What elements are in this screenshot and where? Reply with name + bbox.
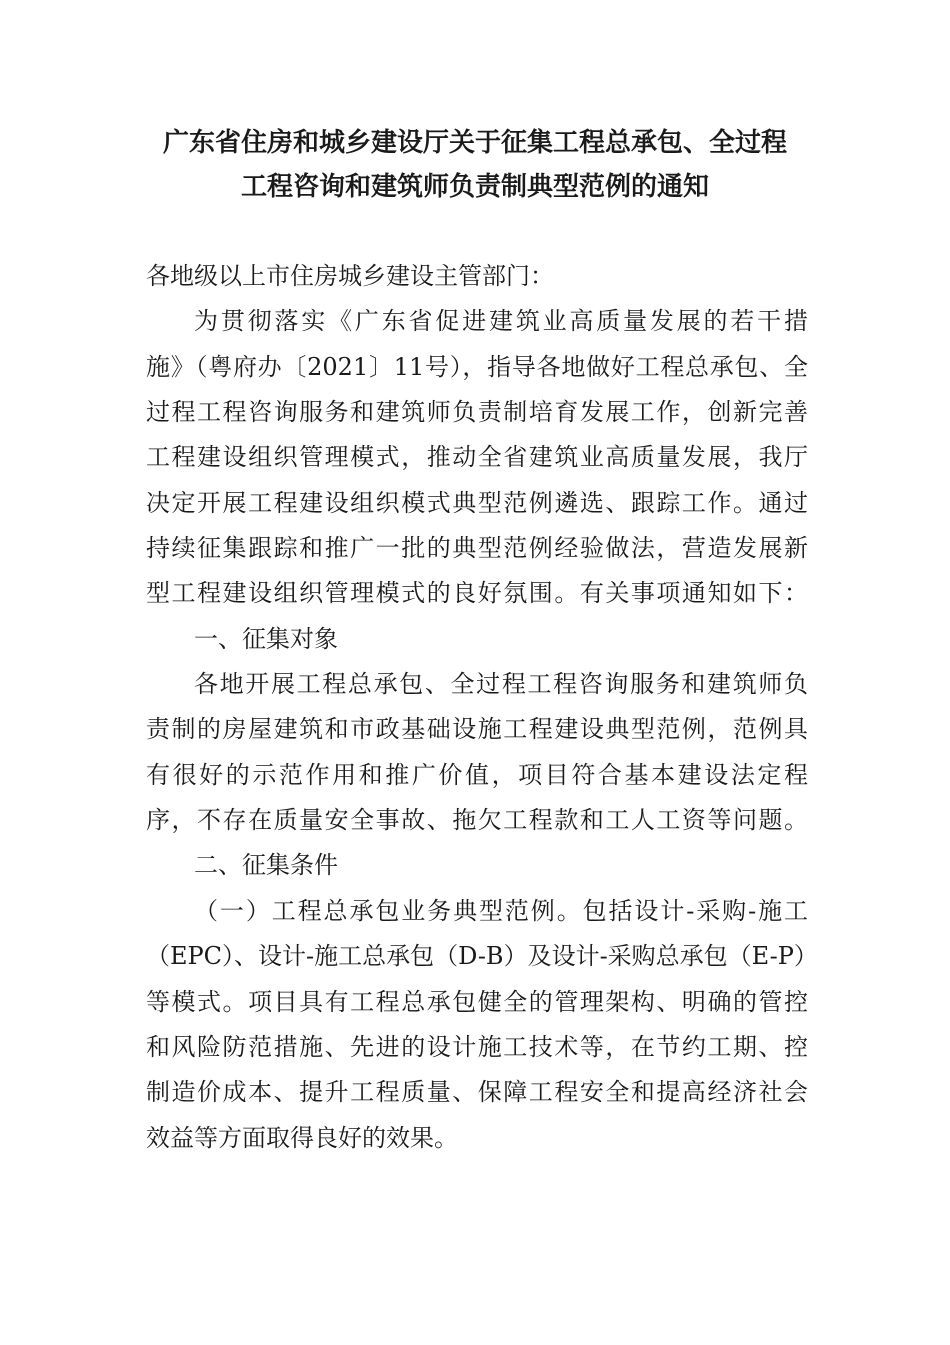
- paragraph-line: 有很好的示范作用和推广价值，项目符合基本建设法定程: [146, 760, 808, 789]
- paragraph-line: 各地开展工程总承包、全过程工程咨询服务和建筑师负: [194, 670, 808, 699]
- section-heading: 二、征集条件: [194, 851, 338, 880]
- paragraph-line: 效益等方面取得良好的效果。: [146, 1123, 458, 1152]
- salutation: 各地级以上市住房城乡建设主管部门：: [146, 262, 554, 290]
- paragraph-line: 和风险防范措施、先进的设计施工技术等，在节约工期、控: [146, 1032, 808, 1061]
- paragraph-line: 序，不存在质量安全事故、拖欠工程款和工人工资等问题。: [146, 806, 808, 835]
- paragraph-line: 施》（粤府办〔2021〕11号），指导各地做好工程总承包、全: [146, 352, 808, 381]
- document-title-line-2: 工程咨询和建筑师负责制典型范例的通知: [240, 172, 709, 202]
- document-title-line-1: 广东省住房和城乡建设厅关于征集工程总承包、全过程: [162, 128, 787, 158]
- paragraph-line: 过程工程咨询服务和建筑师负责制培育发展工作，创新完善: [146, 398, 808, 427]
- section-heading: 一、征集对象: [194, 624, 338, 653]
- paragraph-line: 决定开展工程建设组织模式典型范例遴选、跟踪工作。通过: [146, 488, 808, 517]
- paragraph-line: （EPC）、设计-施工总承包（D-B）及设计-采购总承包（E-P）: [146, 942, 818, 971]
- paragraph-line: 持续征集跟踪和推广一批的典型范例经验做法，营造发展新: [146, 534, 808, 563]
- paragraph-line: 等模式。项目具有工程总承包健全的管理架构、明确的管控: [146, 987, 808, 1016]
- paragraph-line: 制造价成本、提升工程质量、保障工程安全和提高经济社会: [146, 1078, 808, 1107]
- paragraph-line: 责制的房屋建筑和市政基础设施工程建设典型范例，范例具: [146, 715, 808, 744]
- paragraph-line: 为贯彻落实《广东省促进建筑业高质量发展的若干措: [194, 307, 808, 336]
- paragraph-line: 型工程建设组织管理模式的良好氛围。有关事项通知如下：: [146, 579, 808, 608]
- document-body: [146, 254, 818, 1161]
- paragraph-line: 工程建设组织管理模式，推动全省建筑业高质量发展，我厅: [146, 443, 808, 472]
- paragraph-line: （一）工程总承包业务典型范例。包括设计-采购-施工: [194, 896, 808, 925]
